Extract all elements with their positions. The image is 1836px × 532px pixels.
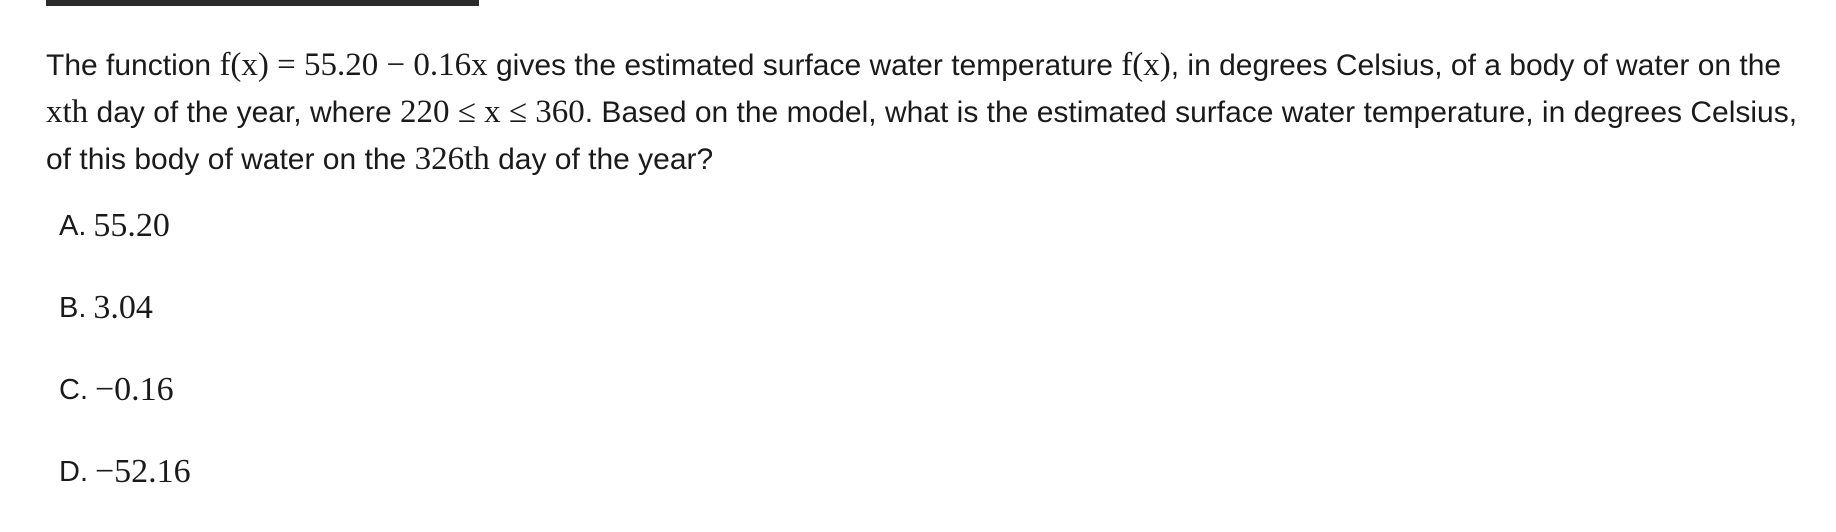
question-text bbox=[46, 42, 1806, 183]
choice-value: 3.04 bbox=[93, 289, 153, 326]
choice-letter: A. bbox=[59, 209, 87, 242]
choice-letter: D. bbox=[59, 455, 88, 488]
domain-inequality: 220 ≤ x ≤ 360 bbox=[400, 94, 585, 130]
answer-choices bbox=[59, 204, 191, 532]
top-divider-bar bbox=[46, 0, 479, 6]
choice-letter: B. bbox=[59, 291, 87, 324]
choice-a[interactable] bbox=[59, 204, 191, 248]
choice-value: −0.16 bbox=[95, 371, 174, 408]
choice-value: 55.20 bbox=[93, 207, 170, 244]
choice-c[interactable] bbox=[59, 368, 191, 412]
question-text-part: day of the year, where bbox=[88, 96, 401, 129]
choice-b[interactable] bbox=[59, 286, 191, 330]
choice-d[interactable] bbox=[59, 450, 191, 494]
question-text-part: , in degrees Celsius, of a body of water on the bbox=[1170, 49, 1782, 82]
choice-value: −52.16 bbox=[95, 453, 191, 490]
function-notation: f(x) bbox=[1121, 47, 1171, 83]
question-text-part: gives the estimated surface water temperature bbox=[487, 49, 1122, 82]
question-text-part: . Based on the model, what is the estimated surface water temperature, in degrees Celsius, of this body of water on the bbox=[46, 96, 1798, 176]
question-text-part: The function bbox=[46, 49, 220, 82]
choice-letter: C. bbox=[59, 373, 88, 406]
day-number-expression: 326th bbox=[414, 141, 490, 177]
function-expression: f(x) = 55.20 − 0.16x bbox=[219, 47, 488, 83]
xth-day-expression: xth bbox=[46, 94, 89, 130]
question-text-part: day of the year? bbox=[489, 143, 714, 176]
